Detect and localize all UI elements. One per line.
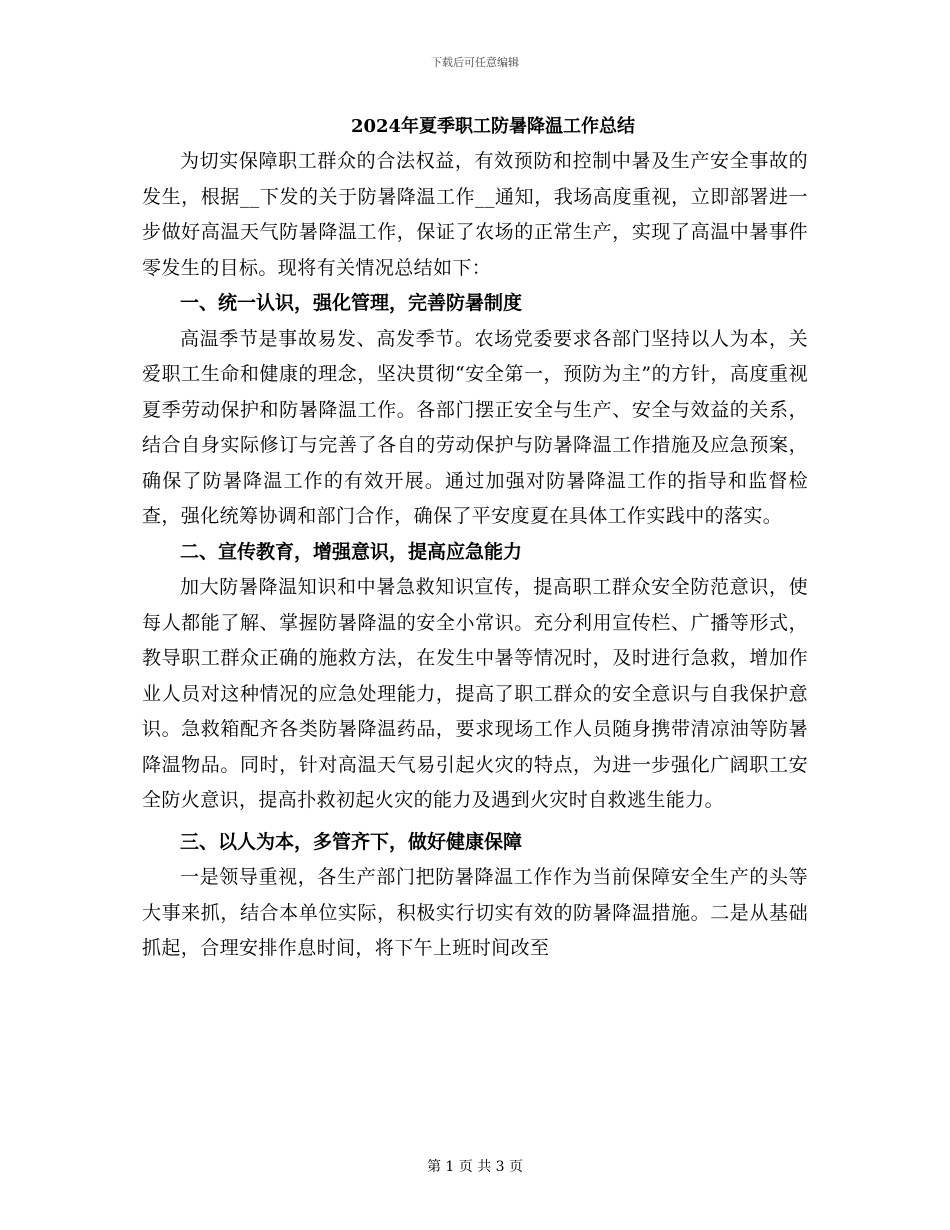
section-3-paragraph: 一是领导重视，各生产部门把防暑降温工作作为当前保障安全生产的头等大事来抓，结合本单位实际，积极实行切实有效的防暑降温措施。二是从基础抓起，合理安排作息时间，将下午上班时间改至 bbox=[142, 866, 808, 959]
section-heading-1: 一、统一认识，强化管理，完善防暑制度 bbox=[180, 292, 523, 314]
page-header: 下载后可任意编辑 bbox=[431, 56, 519, 69]
section-2-paragraph: 加大防暑降温知识和中暑急救知识宣传，提高职工群众安全防范意识，使每人都能了解、掌握防暑降温的安全小常识。充分利用宣传栏、广播等形式，教导职工群众正确的施救方法，在发生中暑等情况时，及时进行急救，增加作业人员对这种情况的应急处理能力，提高了职工群众的安全意识与自我保护意识。急救箱配齐各类防暑降温药品，要求现场工作人员随身携带清凉油等防暑降温物品。同时，针对高温天气易引起火灾的特点，为进一步强化广阔职工安全防火意识，提高扑救初起火灾的能力及遇到火灾时自救逃生能力。 bbox=[142, 576, 808, 811]
section-heading-2: 二、宣传教育，增强意识，提高应急能力 bbox=[180, 540, 523, 563]
page-footer: 第 1 页 共 3 页 bbox=[426, 1159, 524, 1175]
intro-paragraph: 为切实保障职工群众的合法权益，有效预防和控制中暑及生产安全事故的发生，根据__下发的关于防暑降温工作__通知，我场高度重视，立即部署进一步做好高温天气防暑降温工作，保证了农场的正常生产，实现了高温中暑事件零发生的目标。现将有关情况总结如下： bbox=[142, 150, 808, 279]
section-heading-3: 三、以人为本，多管齐下，做好健康保障 bbox=[180, 830, 523, 853]
document-title: 2024年夏季职工防暑降温工作总结 bbox=[350, 116, 636, 137]
document-body bbox=[142, 110, 808, 967]
section-1-paragraph: 高温季节是事故易发、高发季节。农场党委要求各部门坚持以人为本，关爱职工生命和健康的理念，坚决贯彻“安全第一，预防为主”的方针，高度重视夏季劳动保护和防暑降温工作。各部门摆正安全与生产、安全与效益的关系，结合自身实际修订与完善了各自的劳动保护与防暑降温工作措施及应急预案，确保了防暑降温工作的有效开展。通过加强对防暑降温工作的指导和监督检查，强化统筹协调和部门合作，确保了平安度夏在具体工作实践中的落实。 bbox=[142, 327, 808, 527]
